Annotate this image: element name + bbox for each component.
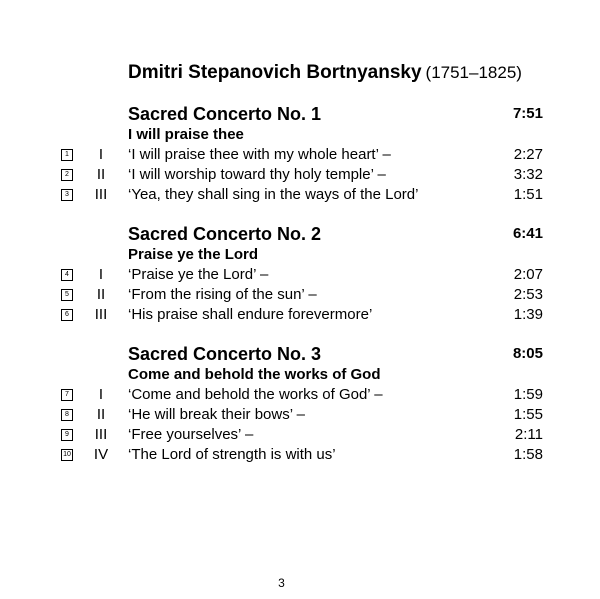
track-number-box: 3 (61, 189, 73, 201)
track-title: ‘Free yourselves’ – (128, 426, 254, 443)
track-row (0, 146, 600, 166)
track-duration: 2:07 (513, 266, 543, 283)
page-number: 3 (278, 576, 285, 590)
track-duration: 1:39 (513, 306, 543, 323)
track-row (0, 166, 600, 186)
track-number-box: 1 (61, 149, 73, 161)
track-number-box: 5 (61, 289, 73, 301)
track-number-box: 7 (61, 389, 73, 401)
concerto-total-duration: 8:05 (512, 345, 543, 362)
movement-numeral: III (94, 426, 108, 443)
concerto-total-duration: 6:41 (512, 225, 543, 242)
concerto-subtitle: Praise ye the Lord (128, 246, 259, 263)
concerto-subtitle: Come and behold the works of God (128, 366, 381, 383)
concerto-subtitle: I will praise thee (128, 126, 244, 143)
track-row (0, 446, 600, 466)
concerto-title: Sacred Concerto No. 1 (128, 104, 322, 124)
track-number-box: 9 (61, 429, 73, 441)
track-duration: 3:32 (513, 166, 543, 183)
track-row (0, 186, 600, 206)
movement-numeral: II (96, 406, 106, 423)
track-duration: 2:53 (513, 286, 543, 303)
track-row (0, 406, 600, 426)
concerto-title: Sacred Concerto No. 3 (128, 344, 322, 364)
concerto-total-duration: 7:51 (512, 105, 543, 122)
track-duration: 1:51 (513, 186, 543, 203)
track-row (0, 306, 600, 326)
track-title: ‘Praise ye the Lord’ – (128, 266, 269, 283)
track-duration: 2:27 (513, 146, 543, 163)
composer-dates: (1751–1825) (425, 63, 522, 82)
movement-numeral: IV (93, 446, 109, 463)
movement-numeral: I (98, 266, 104, 283)
track-duration: 1:59 (513, 386, 543, 403)
track-row (0, 266, 600, 286)
movement-numeral: I (98, 146, 104, 163)
track-title: ‘Yea, they shall sing in the ways of the Lord’ (128, 186, 419, 203)
composer-heading (128, 62, 522, 84)
track-duration: 1:55 (513, 406, 543, 423)
track-title: ‘I will praise thee with my whole heart’ – (128, 146, 391, 163)
track-number-box: 4 (61, 269, 73, 281)
track-row (0, 426, 600, 446)
movement-numeral: II (96, 166, 106, 183)
track-row (0, 386, 600, 406)
track-number-box: 8 (61, 409, 73, 421)
composer-name: Dmitri Stepanovich Bortnyansky (128, 62, 422, 83)
track-title: ‘The Lord of strength is with us’ (128, 446, 336, 463)
movement-numeral: II (96, 286, 106, 303)
track-title: ‘His praise shall endure forevermore’ (128, 306, 373, 323)
track-title: ‘He will break their bows’ – (128, 406, 306, 423)
track-number-box: 2 (61, 169, 73, 181)
movement-numeral: III (94, 186, 108, 203)
track-title: ‘I will worship toward thy holy temple’ – (128, 166, 386, 183)
track-number-box: 6 (61, 309, 73, 321)
movement-numeral: I (98, 386, 104, 403)
track-duration: 1:58 (513, 446, 543, 463)
track-row (0, 286, 600, 306)
movement-numeral: III (94, 306, 108, 323)
track-number-box: 10 (61, 449, 73, 461)
track-duration: 2:11 (514, 426, 543, 443)
track-title: ‘Come and behold the works of God’ – (128, 386, 383, 403)
concerto-title: Sacred Concerto No. 2 (128, 224, 322, 244)
track-title: ‘From the rising of the sun’ – (128, 286, 317, 303)
